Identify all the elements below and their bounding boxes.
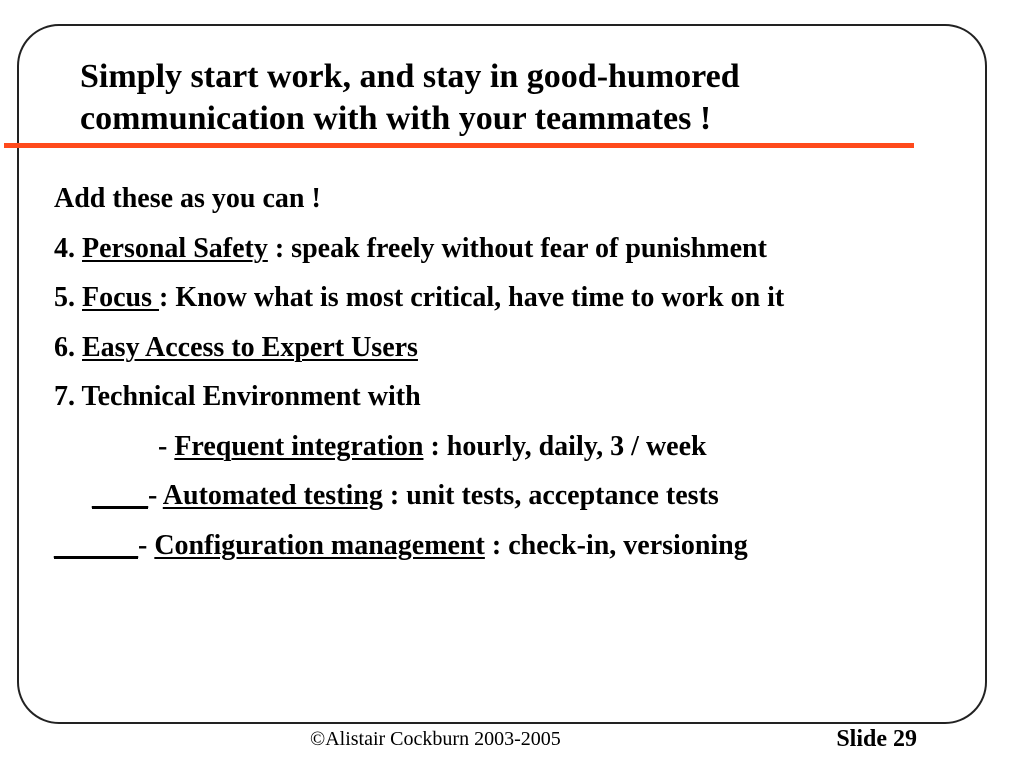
- list-item-4: [54, 224, 984, 274]
- sub-item-dash: -: [148, 480, 163, 511]
- item-number: 6.: [54, 331, 82, 363]
- item-term: Easy Access to Expert Users: [82, 331, 418, 363]
- sub-item-term: Configuration management: [154, 529, 485, 561]
- sub-item-description: : check-in, versioning: [484, 529, 748, 561]
- intro-line: [54, 174, 984, 224]
- sub-item-frequent-integration: [54, 422, 984, 472]
- item-number: 5.: [54, 282, 82, 313]
- sub-item-term: Frequent integration: [174, 430, 424, 462]
- item-term: Focus: [82, 282, 159, 313]
- item-number: 4.: [54, 232, 82, 264]
- slide-body: [54, 174, 984, 570]
- sub-item-description: : unit tests, acceptance tests: [382, 480, 719, 511]
- item-description: : Know what is most critical, have time to work on it: [159, 282, 785, 313]
- footer-copyright: ©Alistair Cockburn 2003-2005: [310, 728, 561, 750]
- item-text: 7. Technical Environment with: [54, 381, 421, 412]
- list-item-5: [54, 273, 984, 323]
- sub-item-automated-testing: [54, 471, 984, 521]
- item-description: : speak freely without fear of punishment: [267, 232, 767, 264]
- title-line-2: communication with with your teammates !: [80, 100, 712, 137]
- title-line-1: Simply start work, and stay in good-humored: [80, 58, 740, 95]
- list-item-6: [54, 323, 984, 373]
- sub-item-description: : hourly, daily, 3 / week: [423, 430, 707, 462]
- sub-item-configuration-management: [54, 521, 984, 571]
- sub-item-term: Automated testing: [162, 480, 383, 511]
- sub-item-dash: -: [158, 430, 175, 462]
- slide-title: [80, 56, 920, 140]
- title-underline-rule: [4, 143, 914, 148]
- intro-text: Add these as you can !: [54, 183, 321, 214]
- slide-number: Slide 29: [836, 726, 917, 752]
- sub-item-dash: -: [138, 529, 155, 561]
- sub-item-lead-rule: ______: [54, 529, 138, 561]
- sub-item-lead-rule: ____: [92, 480, 148, 511]
- item-term: Personal Safety: [82, 232, 268, 264]
- list-item-7: [54, 372, 984, 422]
